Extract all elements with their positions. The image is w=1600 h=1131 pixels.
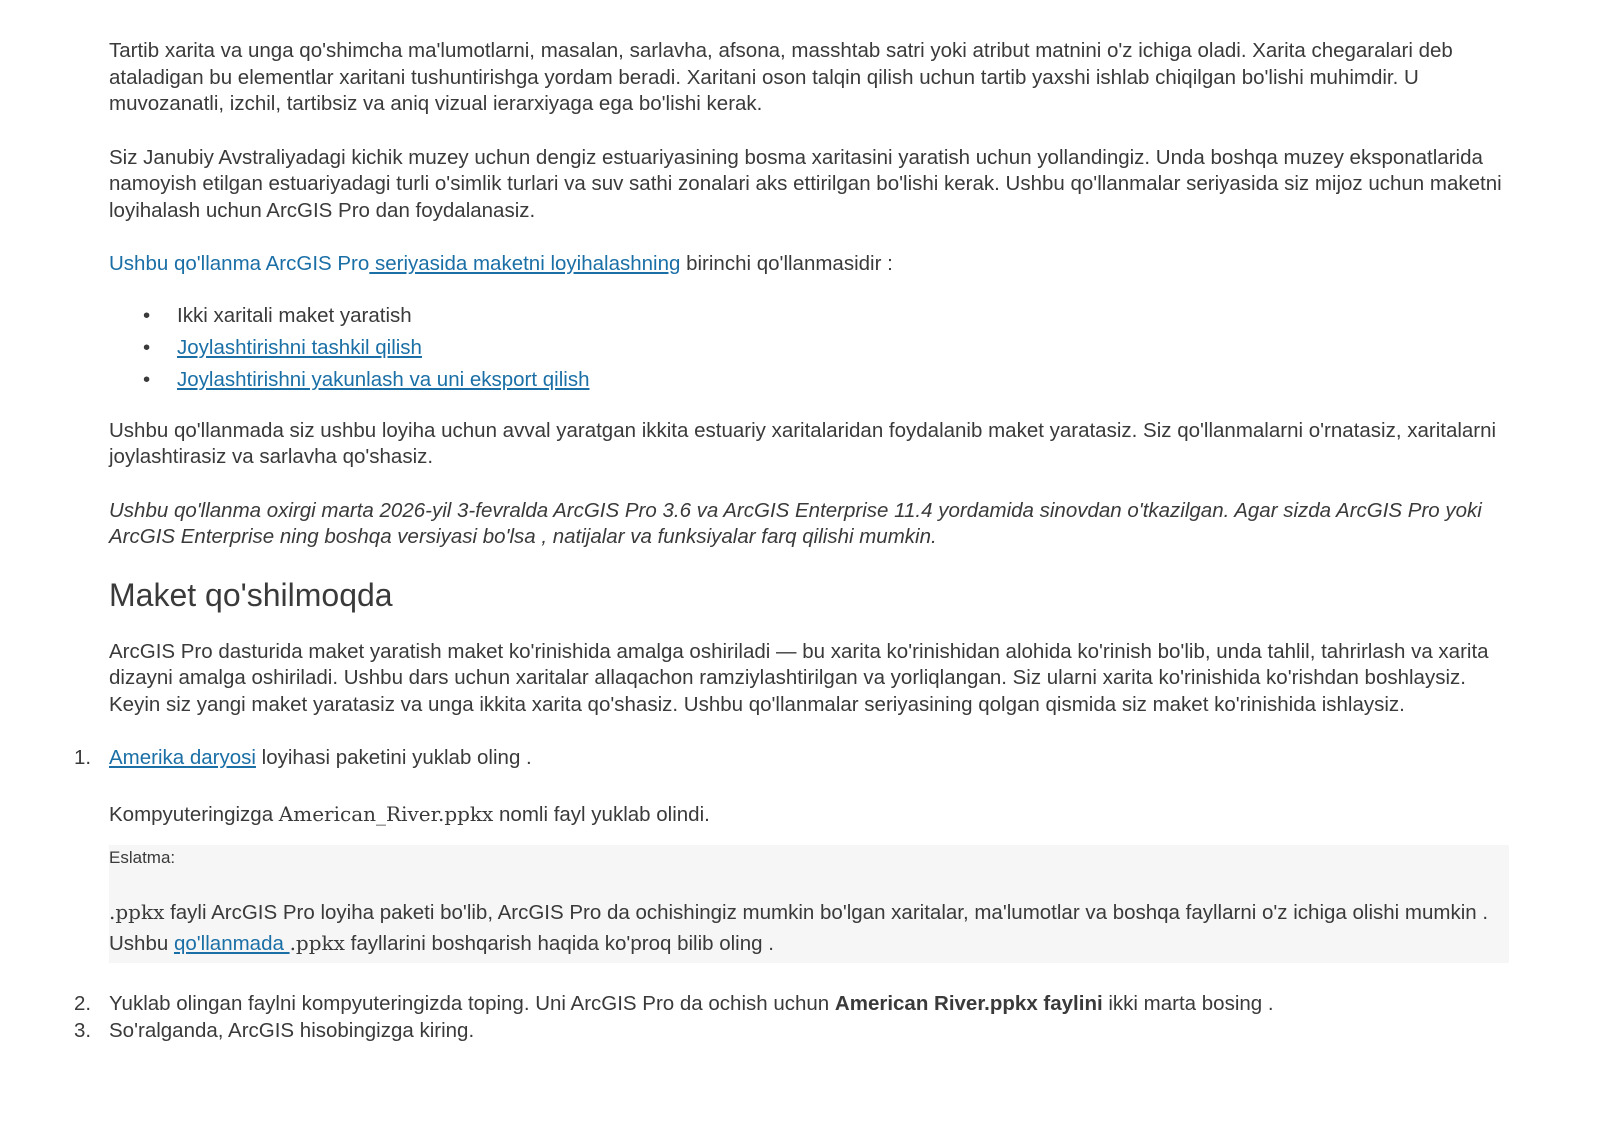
- tested-version-note: Ushbu qo'llanma oxirgi marta 2026-yil 3-fevralda ArcGIS Pro 3.6 va ArcGIS Enterprise 11.4 yordamida sinovdan o'tkazilgan. Agar sizda ArcGIS Pro yoki ArcGIS Enterprise ning boshqa versiyasi bo'lsa , natijalar va funksiyalar farq qilishi mumkin.: [109, 498, 1482, 548]
- step-3-text: So'ralganda, ArcGIS hisobingizga kiring.: [109, 1018, 475, 1042]
- series-link[interactable]: seriyasida maketni loyihalashning: [369, 252, 681, 275]
- project-package-link[interactable]: Amerika daryosi: [109, 746, 256, 769]
- step-1-result-prefix: Kompyuteringizga: [109, 802, 279, 826]
- file-name-bold: American River.ppkx faylini: [834, 992, 1103, 1015]
- step-2-suffix: ikki marta bosing .: [1102, 992, 1274, 1015]
- series-prefix-link[interactable]: Ushbu qo'llanma ArcGIS Pro: [109, 252, 370, 275]
- intro-paragraph-layout: Tartib xarita va unga qo'shimcha ma'lumotlarni, masalan, sarlavha, afsona, masshtab satri yoki atribut matnini o'z ichiga oladi. Xarita chegaralari deb ataladigan bu elementlar xaritani tushuntirishga yordam beradi. Xaritani oson talqin qilish uchun tartib yaxshi ishlab chiqilgan bo'lishi muhimdir. U muvozanatli, izchil, tartibsiz va aniq vizual ierarxiyaga ega bo'lishi kerak.: [109, 39, 1453, 115]
- bullet: •: [143, 303, 151, 327]
- step-1-result-suffix: nomli fayl yuklab olindi.: [493, 802, 710, 826]
- note-text-part: fayli ArcGIS Pro loyiha paketi bo'lib, ArcGIS Pro da ochishingiz mumkin bo'lgan xaritalar, ma'lumotlar va boshqa fayllarni o'z ichiga olishi mumkin . Ushbu: [109, 901, 1489, 955]
- intro-paragraph-scenario: Siz Janubiy Avstraliyadagi kichik muzey uchun dengiz estuariyasining bosma xaritasini yaratish uchun yollandingiz. Unda boshqa muzey eksponatlarida namoyish etilgan estuariyadagi turli o'simlik turlari va suv sathi zonalari aks ettirilgan bo'lishi kerak. Ushbu qo'llanmalar seriyasida siz mijoz uchun maketni loyihalash uchun ArcGIS Pro dan foydalanasiz.: [109, 145, 1502, 222]
- tutorial-content: [74, 38, 1509, 1044]
- step-number: 1.: [74, 746, 92, 769]
- series-suffix: birinchi qo'llanmasidir :: [680, 252, 893, 275]
- file-extension: .ppkx: [289, 931, 345, 955]
- step-1-text: [109, 745, 1509, 772]
- series-item-finish: [109, 364, 1509, 396]
- series-item-link[interactable]: Joylashtirishni yakunlash va uni eksport qilish: [177, 367, 590, 391]
- bullet: •: [143, 367, 151, 391]
- file-name: American_River.ppkx: [278, 801, 494, 826]
- bullet: •: [143, 335, 151, 359]
- note-text: [109, 897, 1509, 959]
- note-text-part: fayllarini boshqarish haqida ko'proq bilib oling .: [344, 932, 774, 955]
- section-heading: Maket qo'shilmoqda: [109, 576, 393, 613]
- step-number: 3.: [74, 1018, 92, 1042]
- step-1-rest: loyihasi paketini yuklab oling .: [255, 746, 532, 769]
- section-paragraph: ArcGIS Pro dasturida maket yaratish maket ko'rinishida amalga oshiriladi — bu xarita ko'rinishidan alohida ko'rinish bo'lib, unda tahlil, tahrirlash va xarita dizayni amalga oshiriladi. Ushbu dars uchun xaritalar allaqachon ramziylashtirilgan va yorliqlangan. Siz ularni xarita ko'rinishida ko'rishdan boshlaysiz. Keyin siz yangi maket yaratasiz va unga ikkita xarita qo'shasiz. Ushbu qo'llanmalar seriyasining qolgan qismida siz maket ko'rinishida ishlaysiz.: [109, 639, 1489, 716]
- step-number: 2.: [74, 992, 92, 1015]
- series-item-organize: [109, 332, 1509, 364]
- steps-list: [74, 745, 1509, 1044]
- step-1-result: [109, 801, 1509, 829]
- series-item-current: [109, 300, 1509, 332]
- step-2-text: Yuklab olingan faylni kompyuteringizda toping. Uni ArcGIS Pro da ochish uchun: [109, 992, 835, 1015]
- note-label: Eslatma:: [109, 848, 176, 867]
- step-1: [74, 745, 1509, 963]
- note-box: [109, 845, 1509, 963]
- tutorial-link[interactable]: qo'llanmada: [173, 932, 290, 955]
- series-item-label: Ikki xaritali maket yaratish: [177, 303, 412, 327]
- series-intro: [109, 251, 1509, 278]
- file-extension: .ppkx: [109, 900, 165, 924]
- overview-paragraph: Ushbu qo'llanmada siz ushbu loyiha uchun avval yaratgan ikkita estuariy xaritalaridan foydalanib maket yaratasiz. Siz qo'llanmalarni o'rnatasiz, xaritalarni joylashtirasiz va sarlavha qo'shasiz.: [109, 418, 1497, 468]
- step-3: [74, 1018, 1509, 1045]
- series-list: [109, 300, 1509, 396]
- series-item-link[interactable]: Joylashtirishni tashkil qilish: [177, 335, 422, 359]
- step-2: [74, 991, 1509, 1018]
